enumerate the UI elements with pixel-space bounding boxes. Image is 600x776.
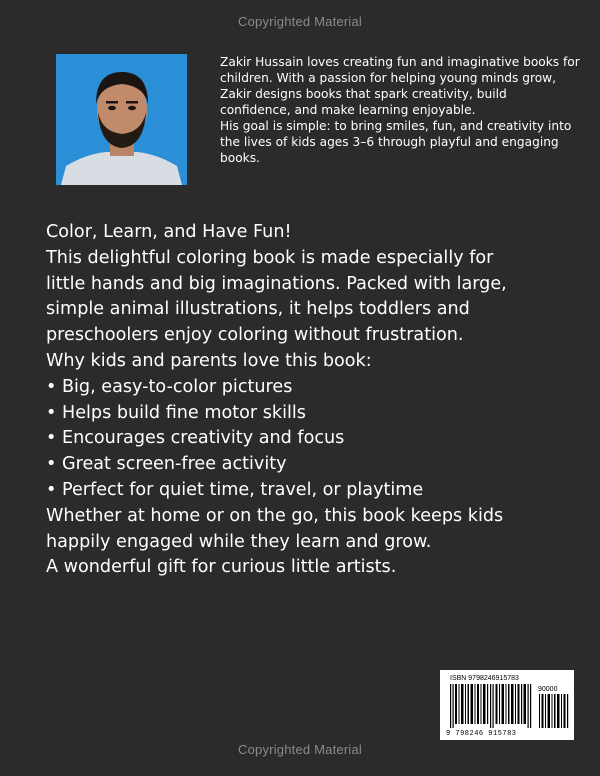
bullet-item: • Perfect for quiet time, travel, or playtime (46, 479, 424, 500)
isbn-label: ISBN 9798246915783 (450, 675, 519, 682)
author-bio-paragraph: Zakir Hussain loves creating fun and imaginative books for children. With a passion for helping young minds grow, Zakir designs books that spark creativity, build confidence, and make learning enjoyable. (220, 55, 580, 117)
description-line: simple animal illustrations, it helps toddlers and (46, 299, 470, 320)
bullet-item: • Great screen-free activity (46, 454, 287, 475)
price-code: 90000 (538, 686, 558, 693)
bullet-item: • Helps build fine motor skills (46, 402, 306, 423)
copyright-watermark-bottom: Copyrighted Material (238, 742, 362, 757)
description-closing: A wonderful gift for curious little artists. (46, 557, 397, 578)
barcode-digits: 9 798246 915783 (446, 730, 517, 738)
description-line: Whether at home or on the go, this book keeps kids (46, 505, 504, 526)
description-line: This delightful coloring book is made especially for (46, 247, 494, 268)
author-photo (56, 54, 187, 185)
author-bio (220, 54, 580, 166)
description-subheading: Why kids and parents love this book: (46, 350, 372, 371)
bullet-item: • Encourages creativity and focus (46, 428, 345, 449)
bullet-item: • Big, easy-to-color pictures (46, 376, 293, 397)
description-line: preschoolers enjoy coloring without frustration. (46, 325, 464, 346)
copyright-watermark-top: Copyrighted Material (238, 14, 362, 29)
isbn-barcode (440, 670, 574, 740)
description-line: happily engaged while they learn and grow. (46, 531, 432, 552)
description-line: little hands and big imaginations. Packed with large, (46, 273, 507, 294)
author-bio-paragraph: His goal is simple: to bring smiles, fun, and creativity into the lives of kids ages 3–6 through playful and engaging books. (220, 119, 572, 165)
book-description (46, 220, 586, 581)
description-heading: Color, Learn, and Have Fun! (46, 222, 292, 242)
